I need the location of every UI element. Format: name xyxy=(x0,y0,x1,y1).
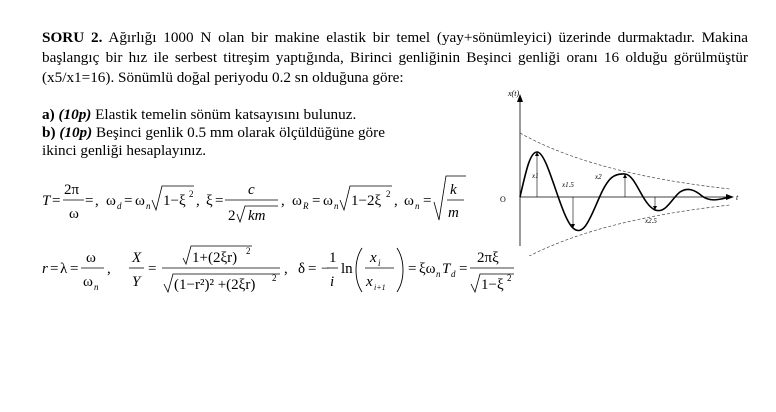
one-num: 1 xyxy=(329,250,337,266)
comma-6: , xyxy=(284,261,288,277)
omega-den: ω xyxy=(69,206,79,222)
eq-6: = xyxy=(423,193,432,209)
sub-n-4: n xyxy=(94,282,99,292)
omega-n-3: ω xyxy=(404,193,414,209)
comma-1: , xyxy=(95,193,99,209)
x15-label: x1.5 xyxy=(562,181,574,189)
eq-1: = xyxy=(52,193,61,209)
task-a-points: (10p) xyxy=(58,106,92,123)
comma-5: , xyxy=(107,261,111,277)
sub-n-5: n xyxy=(436,269,441,279)
omega-n-1: ω xyxy=(135,193,145,209)
i-den: i xyxy=(330,274,335,290)
T-symbol: T xyxy=(42,193,51,209)
sub-i1: i+1 xyxy=(374,283,386,292)
x-i: x xyxy=(370,250,377,266)
eq-10: = xyxy=(308,261,317,277)
paren-left xyxy=(356,248,362,292)
omega-n-2: ω xyxy=(323,193,333,209)
eq-2: = xyxy=(85,193,94,209)
formula-row-2 xyxy=(40,240,520,304)
eq-11: = xyxy=(408,261,417,277)
task-b-text: Beşinci genlik 0.5 mm olarak ölçüldüğüne göre xyxy=(96,124,385,141)
origin-label: O xyxy=(500,195,506,204)
sqrt-1-content: 1−ξ xyxy=(163,193,186,209)
sqrt-5-content: 1+(2ξr) xyxy=(192,250,238,266)
eq-8: = xyxy=(70,261,79,277)
xi-1: ξ xyxy=(206,193,213,209)
two-coef: 2 xyxy=(228,208,236,224)
task-a xyxy=(42,106,356,124)
k-num: k xyxy=(450,182,457,198)
sqrt-7-content: 1−ξ xyxy=(481,277,504,293)
question-paragraph xyxy=(42,28,748,88)
eq-3: = xyxy=(124,193,133,209)
task-b-text-cont: ikinci genliği hesaplayınız. xyxy=(42,142,207,159)
eq-9: = xyxy=(148,261,157,277)
eq-4: = xyxy=(215,193,224,209)
X-num: X xyxy=(132,250,142,266)
sqrt-6-content: (1−r²)² +(2ξr) xyxy=(174,277,256,293)
lower-envelope xyxy=(520,205,730,256)
comma-2: , xyxy=(196,193,200,209)
sub-d: d xyxy=(117,201,122,211)
task-b xyxy=(42,124,385,142)
task-a-label: a) xyxy=(42,106,55,123)
eq-7: = xyxy=(50,261,59,277)
sq-1: 2 xyxy=(189,189,194,199)
paren-right xyxy=(397,248,403,292)
sqrt-3-content: 1−2ξ xyxy=(351,193,382,209)
task-b-label: b) xyxy=(42,124,56,141)
sq-2: 2 xyxy=(386,189,391,199)
delta: δ xyxy=(298,261,306,277)
x2-label: x2 xyxy=(595,173,602,181)
minus: − xyxy=(321,261,330,277)
sub-i: i xyxy=(378,258,381,268)
c-num: c xyxy=(248,182,255,198)
sub-R: R xyxy=(303,201,309,211)
x1-label: x1 xyxy=(532,172,539,180)
km: km xyxy=(248,208,266,224)
Y-den: Y xyxy=(132,274,141,290)
x25-label: x2.5 xyxy=(645,217,657,225)
ln: ln xyxy=(341,261,353,277)
r-symbol: r xyxy=(42,261,48,277)
xi-wn: ξω xyxy=(419,261,436,277)
two-pi: 2π xyxy=(64,182,80,198)
sq-5: 2 xyxy=(507,273,512,283)
omega-num: ω xyxy=(86,250,96,266)
formula-row-1 xyxy=(40,172,500,232)
damped-vibration-graph xyxy=(490,86,760,256)
y-axis-label: x(t) xyxy=(508,89,520,98)
lambda: λ xyxy=(60,261,68,277)
T-d: T xyxy=(442,261,451,277)
question-heading: SORU 2. xyxy=(42,29,103,46)
omega-R: ω xyxy=(292,193,302,209)
sq-4: 2 xyxy=(272,273,277,283)
omega-d: ω xyxy=(106,193,116,209)
comma-3: , xyxy=(281,193,285,209)
sub-n-2: n xyxy=(334,201,339,211)
sub-d-2: d xyxy=(451,269,456,279)
sq-3: 2 xyxy=(246,246,251,256)
m-den: m xyxy=(448,205,459,221)
comma-4: , xyxy=(394,193,398,209)
sub-n-1: n xyxy=(146,201,151,211)
task-b-continued xyxy=(42,142,206,160)
sub-n-3: n xyxy=(415,201,420,211)
task-b-points: (10p) xyxy=(59,124,93,141)
eq-5: = xyxy=(312,193,321,209)
x-axis-label: t xyxy=(736,193,739,202)
two-pi-xi: 2πξ xyxy=(477,250,499,266)
eq-12: = xyxy=(459,261,468,277)
task-a-text: Elastik temelin sönüm katsayısını bulunuz. xyxy=(95,106,357,123)
omega-n-4: ω xyxy=(83,274,93,290)
question-body: Ağırlığı 1000 N olan bir makine elastik bir temel (yay+sönümleyici) üzerinde durmaktadır. Makina başlangıç bir hız ile serbest titreşim yaptığında, Birinci genliğinin Beşinci genliği oranı 16 olduğu görülmüştür (x5/x1=16). Sönümlü doğal periyodu 0.2 sn olduğuna göre: xyxy=(42,29,748,86)
x-i1: x xyxy=(366,274,373,290)
